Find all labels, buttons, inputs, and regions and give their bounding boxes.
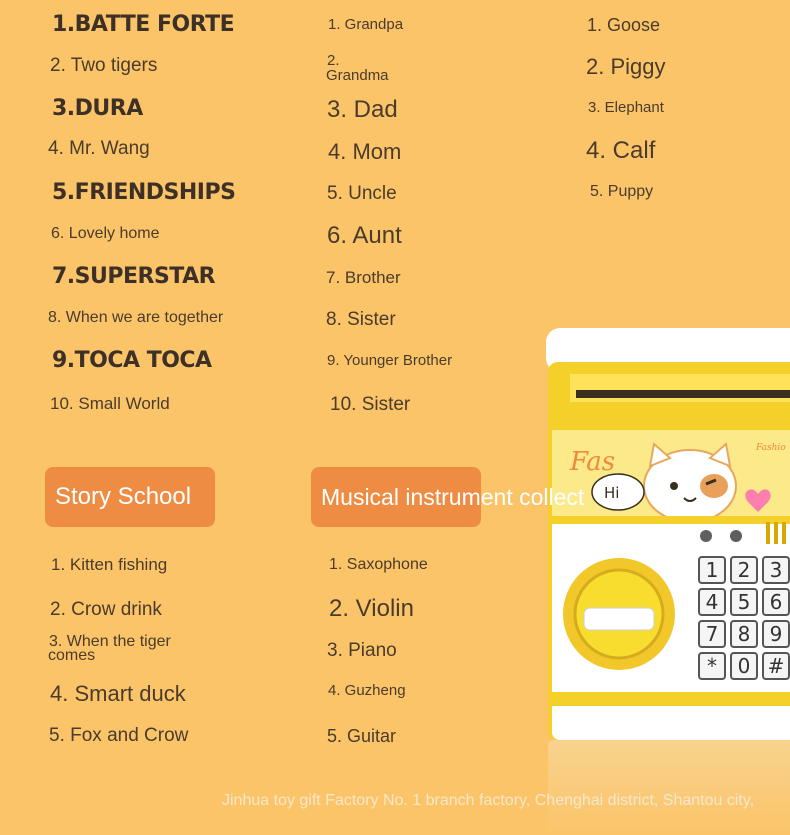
- keypad-key-10: 0: [730, 652, 758, 680]
- music-item-5: 5. Guitar: [327, 726, 397, 746]
- story-item-5: 5. Fox and Crow: [49, 725, 189, 746]
- story-school-button[interactable]: Story School: [45, 467, 215, 527]
- story-item-1: 1. Kitten fishing: [51, 555, 168, 574]
- family-item-5: 5. Uncle: [327, 183, 397, 204]
- music-item-4: 4. Guzheng: [328, 682, 406, 699]
- keypad: [698, 556, 790, 686]
- song-item-9: 9.TOCA TOCA: [52, 348, 212, 373]
- keypad-key-6: 7: [698, 620, 726, 648]
- family-item-9: 9. Younger Brother: [327, 352, 453, 369]
- song-item-1: 1.BATTE FORTE: [52, 12, 235, 37]
- family-item-8: 8. Sister: [326, 309, 396, 330]
- song-item-4: 4. Mr. Wang: [48, 138, 150, 159]
- keypad-key-11: #: [762, 652, 790, 680]
- song-item-3: 3.DURA: [52, 96, 143, 121]
- song-item-2: 2. Two tigers: [50, 55, 158, 76]
- family-item-2b: Grandma: [326, 67, 389, 84]
- song-item-6: 6. Lovely home: [51, 225, 160, 242]
- song-item-10: 10. Small World: [50, 394, 170, 413]
- keypad-key-9: *: [698, 652, 726, 680]
- family-item-6: 6. Aunt: [327, 222, 402, 249]
- family-item-1: 1. Grandpa: [328, 16, 404, 33]
- svg-text:Hi: Hi: [604, 484, 620, 502]
- family-item-10: 10. Sister: [330, 394, 411, 415]
- music-item-1: 1. Saxophone: [329, 556, 428, 573]
- animal-item-2: 2. Piggy: [586, 54, 666, 79]
- keypad-key-1: 2: [730, 556, 758, 584]
- animal-item-5: 5. Puppy: [590, 183, 654, 200]
- keypad-key-2: 3: [762, 556, 790, 584]
- device-reflection: [548, 740, 790, 835]
- keypad-key-5: 6: [762, 588, 790, 616]
- svg-text:Fas: Fas: [570, 447, 616, 477]
- musical-instrument-label: Musical instrument collect: [321, 483, 585, 510]
- footer-address: Jinhua toy gift Factory No. 1 branch factory, Chenghai district, Shantou city,: [222, 792, 755, 809]
- animal-item-3: 3. Elephant: [588, 99, 664, 116]
- animal-item-4: 4. Calf: [586, 137, 656, 164]
- keypad-key-8: 9: [762, 620, 790, 648]
- story-item-2: 2. Crow drink: [50, 599, 162, 620]
- story-item-4: 4. Smart duck: [50, 681, 186, 706]
- song-item-5: 5.FRIENDSHIPS: [52, 180, 236, 205]
- song-item-7: 7.SUPERSTAR: [52, 264, 216, 289]
- keypad-key-3: 4: [698, 588, 726, 616]
- story-item-3: 3. When the tiger: [49, 633, 171, 650]
- animal-item-1: 1. Goose: [587, 15, 661, 35]
- musical-instrument-button[interactable]: [311, 467, 585, 527]
- family-item-4: 4. Mom: [328, 139, 402, 164]
- family-item-3: 3. Dad: [327, 96, 398, 123]
- keypad-key-4: 5: [730, 588, 758, 616]
- keypad-key-7: 8: [730, 620, 758, 648]
- family-item-2: 2.: [327, 52, 340, 69]
- keypad-key-0: 1: [698, 556, 726, 584]
- song-item-8: 8. When we are together: [48, 309, 224, 326]
- story-item-3b: comes: [48, 647, 96, 664]
- music-item-2: 2. Violin: [329, 595, 414, 622]
- music-item-3: 3. Piano: [327, 640, 397, 661]
- family-item-7: 7. Brother: [326, 268, 401, 287]
- brand-text: Fashio: [756, 443, 786, 453]
